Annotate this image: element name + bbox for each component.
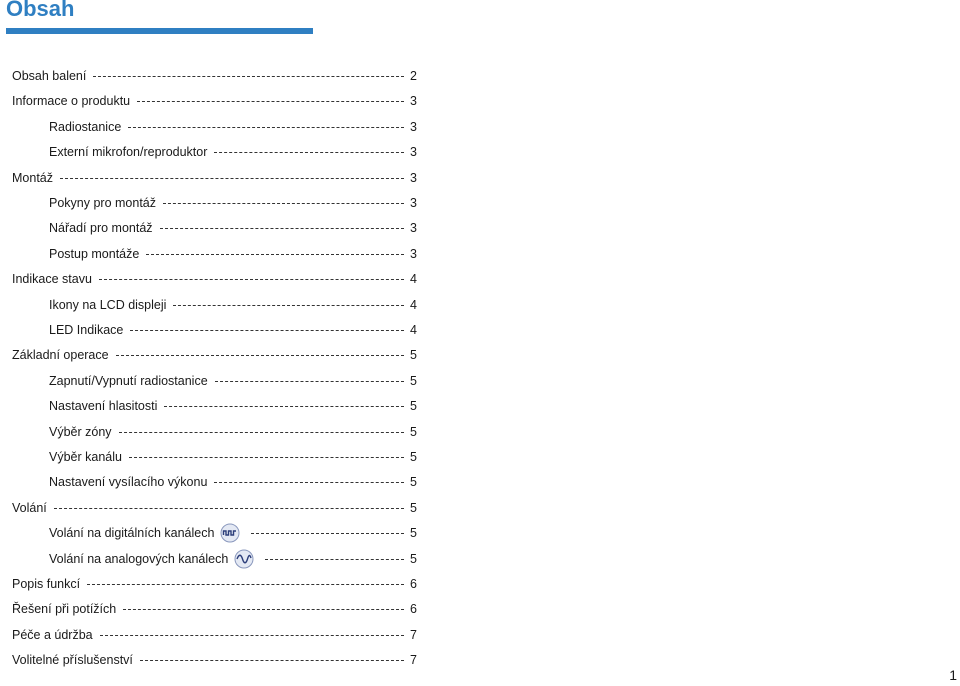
toc-entry-label: Volání — [12, 501, 47, 515]
toc-entry-label: Indikace stavu — [12, 272, 92, 286]
toc-dot-leader — [251, 532, 404, 534]
toc-entry[interactable] — [12, 651, 417, 669]
toc-dot-leader — [146, 253, 404, 255]
toc-dot-leader — [116, 354, 404, 356]
toc-entry-label: Nastavení hlasitosti — [49, 399, 158, 413]
toc-entry-page: 4 — [410, 323, 417, 337]
toc-entry-label: Popis funkcí — [12, 577, 81, 591]
toc-dot-leader — [128, 126, 404, 128]
toc-entry-page: 5 — [410, 374, 417, 388]
toc-entry-label: Výběr kanálu — [49, 450, 122, 464]
toc-entry[interactable] — [12, 346, 417, 364]
toc-dot-leader — [265, 558, 404, 560]
toc-entry[interactable] — [49, 372, 417, 390]
toc-entry-page: 5 — [410, 348, 417, 362]
toc-entry[interactable] — [49, 143, 417, 161]
toc-entry[interactable] — [12, 626, 417, 644]
toc-entry-label: Řešení při potížích — [12, 602, 117, 616]
toc-entry-label: LED Indikace — [49, 323, 124, 337]
toc-entry-page: 3 — [410, 247, 417, 261]
digital-channel-icon — [220, 523, 240, 543]
toc-entry-page: 4 — [410, 298, 417, 312]
toc-entry-page: 6 — [410, 602, 417, 616]
toc-entry[interactable] — [12, 270, 417, 288]
toc-entry-page: 3 — [410, 94, 417, 108]
toc-entry[interactable] — [12, 169, 417, 187]
toc-entry[interactable] — [49, 397, 417, 415]
toc-dot-leader — [99, 278, 404, 280]
toc-entry-page: 5 — [410, 399, 417, 413]
toc-entry-label: Obsah balení — [12, 69, 87, 83]
toc-entry-page: 5 — [410, 425, 417, 439]
toc-entry-label: Externí mikrofon/reproduktor — [49, 145, 208, 159]
toc-entry-label: Postup montáže — [49, 247, 140, 261]
toc-entry-label: Volitelné příslušenství — [12, 653, 133, 667]
toc-dot-leader — [130, 329, 404, 331]
toc-entry-page: 3 — [410, 171, 417, 185]
toc-dot-leader — [137, 100, 404, 102]
toc-entry-label: Volání na analogových kanálech — [49, 552, 229, 566]
toc-entry-label: Zapnutí/Vypnutí radiostanice — [49, 374, 208, 388]
toc-entry[interactable] — [12, 92, 417, 110]
toc-entry-page: 5 — [410, 475, 417, 489]
toc-entry-page: 3 — [410, 221, 417, 235]
toc-entry[interactable] — [49, 473, 417, 491]
toc-entry-page: 4 — [410, 272, 417, 286]
toc-entry-page: 3 — [410, 145, 417, 159]
toc-dot-leader — [93, 75, 404, 77]
toc-entry-label: Základní operace — [12, 348, 109, 362]
toc-dot-leader — [123, 608, 404, 610]
toc-entry-label: Ikony na LCD displeji — [49, 298, 167, 312]
toc-dot-leader — [140, 659, 404, 661]
toc-entry[interactable] — [12, 600, 417, 618]
toc-entry[interactable] — [49, 118, 417, 136]
page-number: 1 — [949, 667, 957, 683]
toc-entry[interactable] — [49, 550, 417, 568]
toc-dot-leader — [119, 431, 404, 433]
toc-entry[interactable] — [49, 423, 417, 441]
toc-dot-leader — [60, 177, 404, 179]
toc-entry-label: Informace o produktu — [12, 94, 131, 108]
toc-entry-label: Radiostanice — [49, 120, 122, 134]
toc-entry-page: 3 — [410, 120, 417, 134]
toc-entry-label: Nastavení vysílacího výkonu — [49, 475, 208, 489]
toc-entry-page: 5 — [410, 526, 417, 540]
toc-entry[interactable] — [49, 296, 417, 314]
toc-dot-leader — [163, 202, 404, 204]
toc-entry-page: 3 — [410, 196, 417, 210]
toc-entry-page: 2 — [410, 69, 417, 83]
analog-channel-icon — [234, 549, 254, 569]
toc-entry-page: 6 — [410, 577, 417, 591]
page-title: Obsah — [6, 0, 75, 21]
toc-dot-leader — [214, 151, 404, 153]
toc-dot-leader — [129, 456, 404, 458]
toc-entry[interactable] — [49, 245, 417, 263]
toc-dot-leader — [215, 380, 404, 382]
toc-entry[interactable] — [49, 219, 417, 237]
toc-entry-label: Montáž — [12, 171, 53, 185]
toc-entry-label: Volání na digitálních kanálech — [49, 526, 215, 540]
toc-entry[interactable] — [49, 194, 417, 212]
toc-entry[interactable] — [12, 499, 417, 517]
toc-dot-leader — [173, 304, 404, 306]
toc-entry-label: Pokyny pro montáž — [49, 196, 156, 210]
toc-dot-leader — [54, 507, 404, 509]
toc-entry-page: 5 — [410, 501, 417, 515]
toc-dot-leader — [87, 583, 404, 585]
toc-entry[interactable] — [12, 67, 417, 85]
toc-dot-leader — [160, 227, 404, 229]
toc-entry-label: Péče a údržba — [12, 628, 93, 642]
toc-entry-page: 7 — [410, 628, 417, 642]
toc-entry-label: Nářadí pro montáž — [49, 221, 153, 235]
toc-entry[interactable] — [12, 575, 417, 593]
toc-entry-page: 5 — [410, 552, 417, 566]
toc-dot-leader — [214, 481, 404, 483]
toc-entry[interactable] — [49, 321, 417, 339]
toc-entry-page: 7 — [410, 653, 417, 667]
toc-entry[interactable] — [49, 448, 417, 466]
toc-entry-page: 5 — [410, 450, 417, 464]
toc-dot-leader — [164, 405, 404, 407]
toc-dot-leader — [100, 634, 404, 636]
toc-entry-label: Výběr zóny — [49, 425, 112, 439]
toc-entry[interactable] — [49, 524, 417, 542]
